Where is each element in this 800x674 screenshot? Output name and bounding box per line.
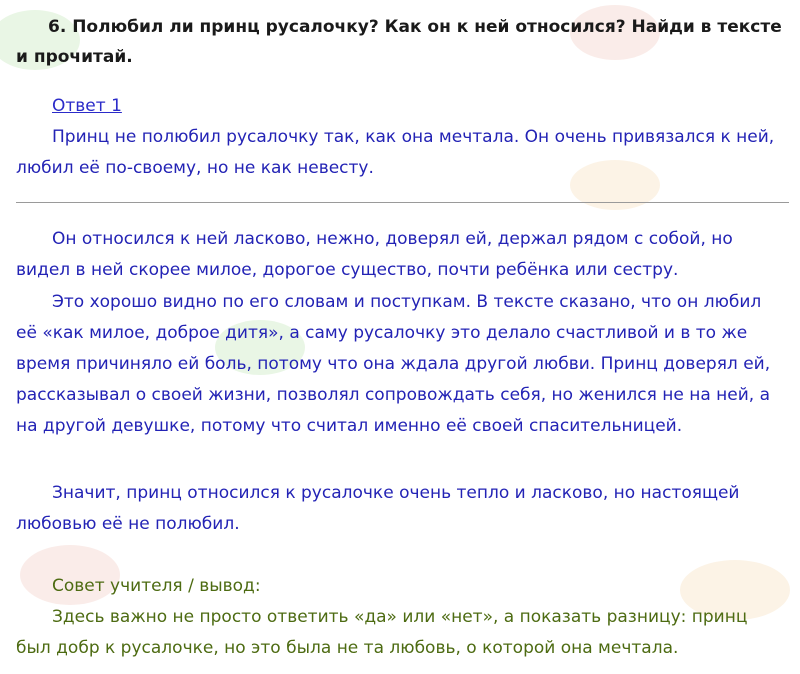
answer-paragraph: Значит, принц относился к русалочке очень тепло и ласково, но настоящей любовью её не полюбил. xyxy=(16,483,740,534)
answer-heading: Ответ 1 xyxy=(52,96,122,116)
question-text: 6. Полюбил ли принц русалочку? Как он к ней относился? Найди в тексте и прочитай. xyxy=(16,17,782,67)
advice-paragraph: Здесь важно не просто ответить «да» или «нет», а показать разницу: принц был добр к русалочке, но это была не та любовь, о которой она мечтала. xyxy=(16,607,748,658)
divider xyxy=(16,202,789,203)
answer-paragraph: Это хорошо видно по его словам и поступкам. В тексте сказано, что он любил её «как милое, доброе дитя», а саму русалочку это делало счастливой и в то же время причиняло ей боль, потому что она ждала другой любви. Принц доверял ей, рассказывал о своей жизни, позволял сопровождать себя, но женился не на ней, а на другой девушке, потому что считал именно её своей спасительницей. xyxy=(16,292,771,436)
answer-paragraph: Он относился к ней ласково, нежно, доверял ей, держал рядом с собой, но видел в ней скорее милое, дорогое существо, почти ребёнка или сестру. xyxy=(16,229,733,280)
answer-paragraph: Принц не полюбил русалочку так, как она мечтала. Он очень привязался к ней, любил её по-своему, но не как невесту. xyxy=(16,127,775,178)
advice-heading: Совет учителя / вывод: xyxy=(52,576,261,596)
